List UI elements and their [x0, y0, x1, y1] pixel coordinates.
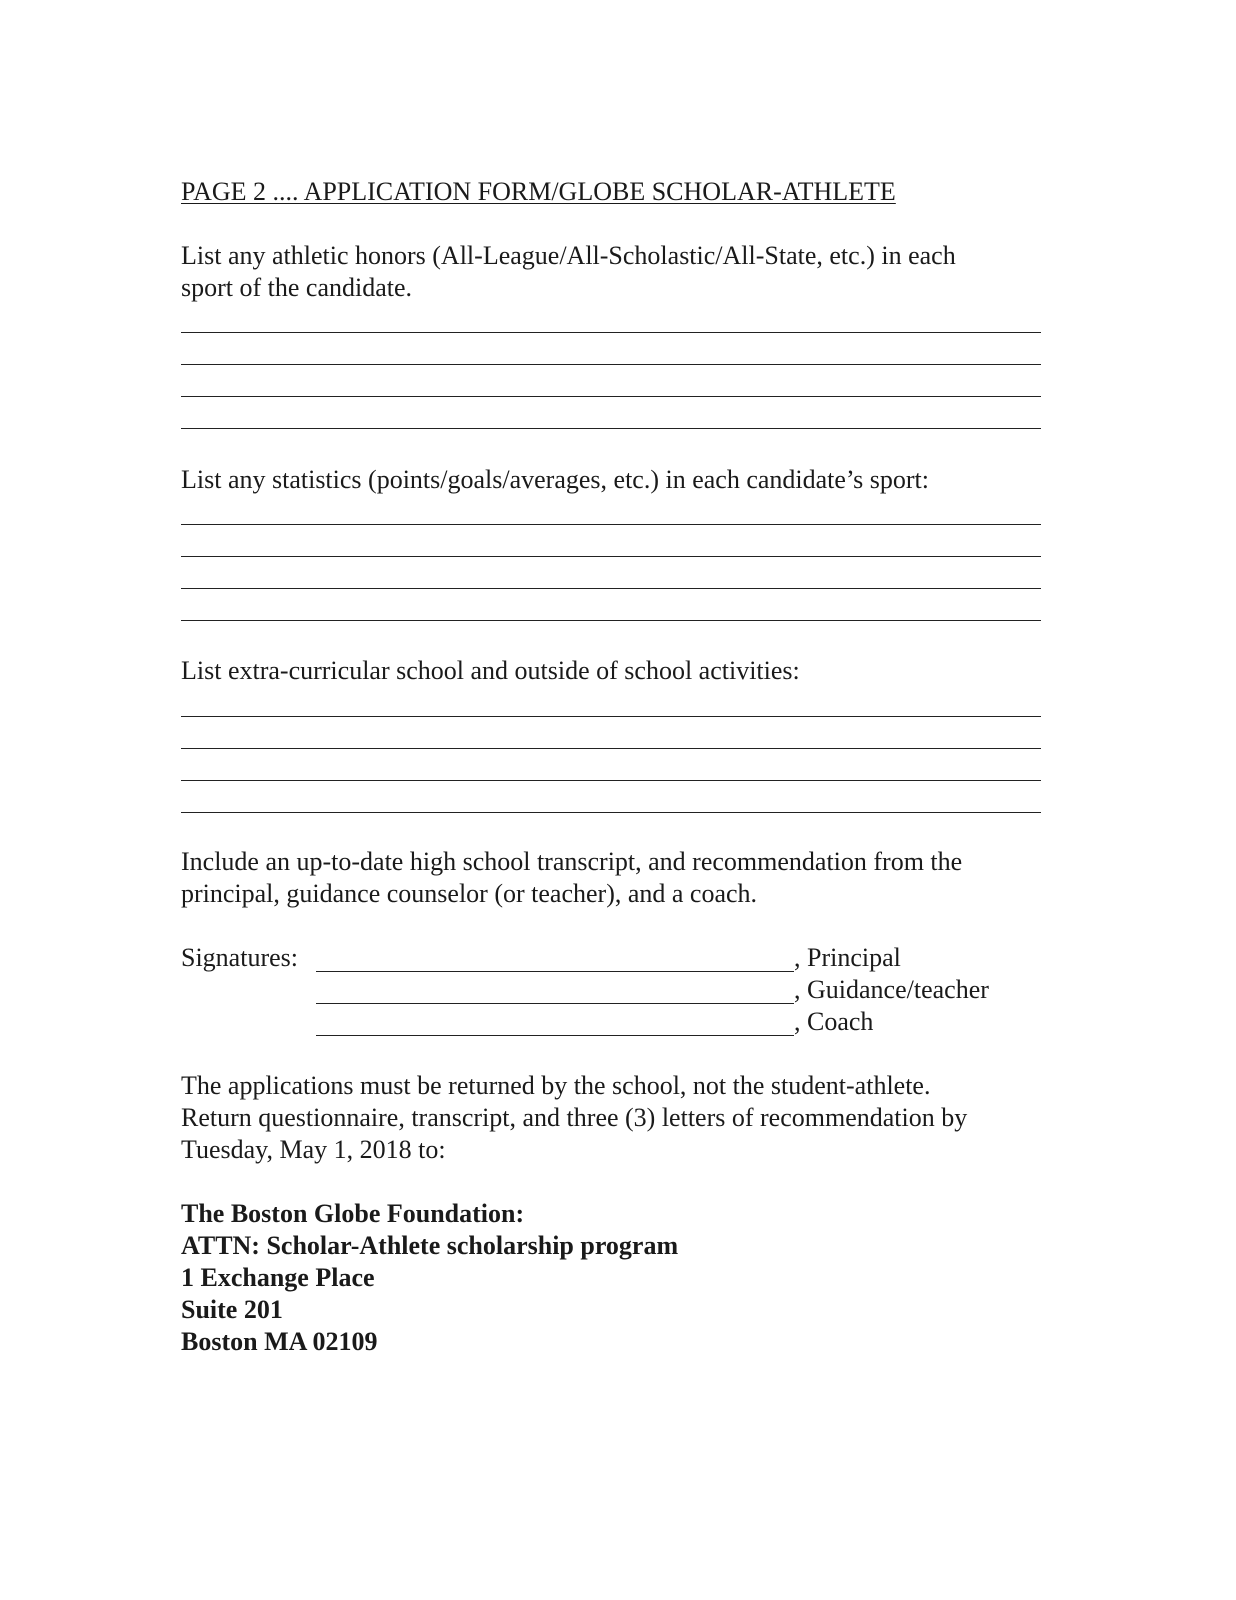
instructions-line2: principal, guidance counselor (or teacher), and a coach.: [181, 879, 758, 908]
return-note-line1: The applications must be returned by the school, not the student-athlete.: [181, 1071, 931, 1100]
statistics-answer-line[interactable]: [181, 620, 1041, 621]
address-line2: ATTN: Scholar-Athlete scholarship program: [181, 1231, 679, 1260]
activities-answer-line[interactable]: [181, 716, 1041, 717]
statistics-answer-line[interactable]: [181, 524, 1041, 525]
coach-role-label: , Coach: [794, 1007, 874, 1036]
honors-answer-line[interactable]: [181, 428, 1041, 429]
statistics-answer-line[interactable]: [181, 556, 1041, 557]
activities-answer-line[interactable]: [181, 812, 1041, 813]
signatures-label: Signatures:: [181, 943, 298, 972]
page-title: PAGE 2 .... APPLICATION FORM/GLOBE SCHOLAR-ATHLETE: [181, 177, 896, 206]
activities-answer-line[interactable]: [181, 748, 1041, 749]
return-note-line2: Return questionnaire, transcript, and three (3) letters of recommendation by: [181, 1103, 968, 1132]
principal-role-label: , Principal: [794, 943, 901, 972]
guidance-role-label: , Guidance/teacher: [794, 975, 989, 1004]
address-line5: Boston MA 02109: [181, 1327, 378, 1356]
honors-answer-line[interactable]: [181, 396, 1041, 397]
honors-answer-line[interactable]: [181, 364, 1041, 365]
activities-prompt: List extra-curricular school and outside of school activities:: [181, 656, 800, 685]
statistics-answer-line[interactable]: [181, 588, 1041, 589]
principal-signature-line[interactable]: [316, 971, 794, 972]
return-note-line3: Tuesday, May 1, 2018 to:: [181, 1135, 446, 1164]
statistics-prompt: List any statistics (points/goals/averages, etc.) in each candidate’s sport:: [181, 465, 930, 494]
address-line1: The Boston Globe Foundation:: [181, 1199, 525, 1228]
honors-prompt-line1: List any athletic honors (All-League/All-Scholastic/All-State, etc.) in each: [181, 241, 956, 270]
address-line3: 1 Exchange Place: [181, 1263, 375, 1292]
instructions-line1: Include an up-to-date high school transcript, and recommendation from the: [181, 847, 963, 876]
coach-signature-line[interactable]: [316, 1035, 794, 1036]
honors-prompt-line2: sport of the candidate.: [181, 273, 413, 302]
address-line4: Suite 201: [181, 1295, 283, 1324]
guidance-signature-line[interactable]: [316, 1003, 794, 1004]
activities-answer-line[interactable]: [181, 780, 1041, 781]
honors-answer-line[interactable]: [181, 332, 1041, 333]
